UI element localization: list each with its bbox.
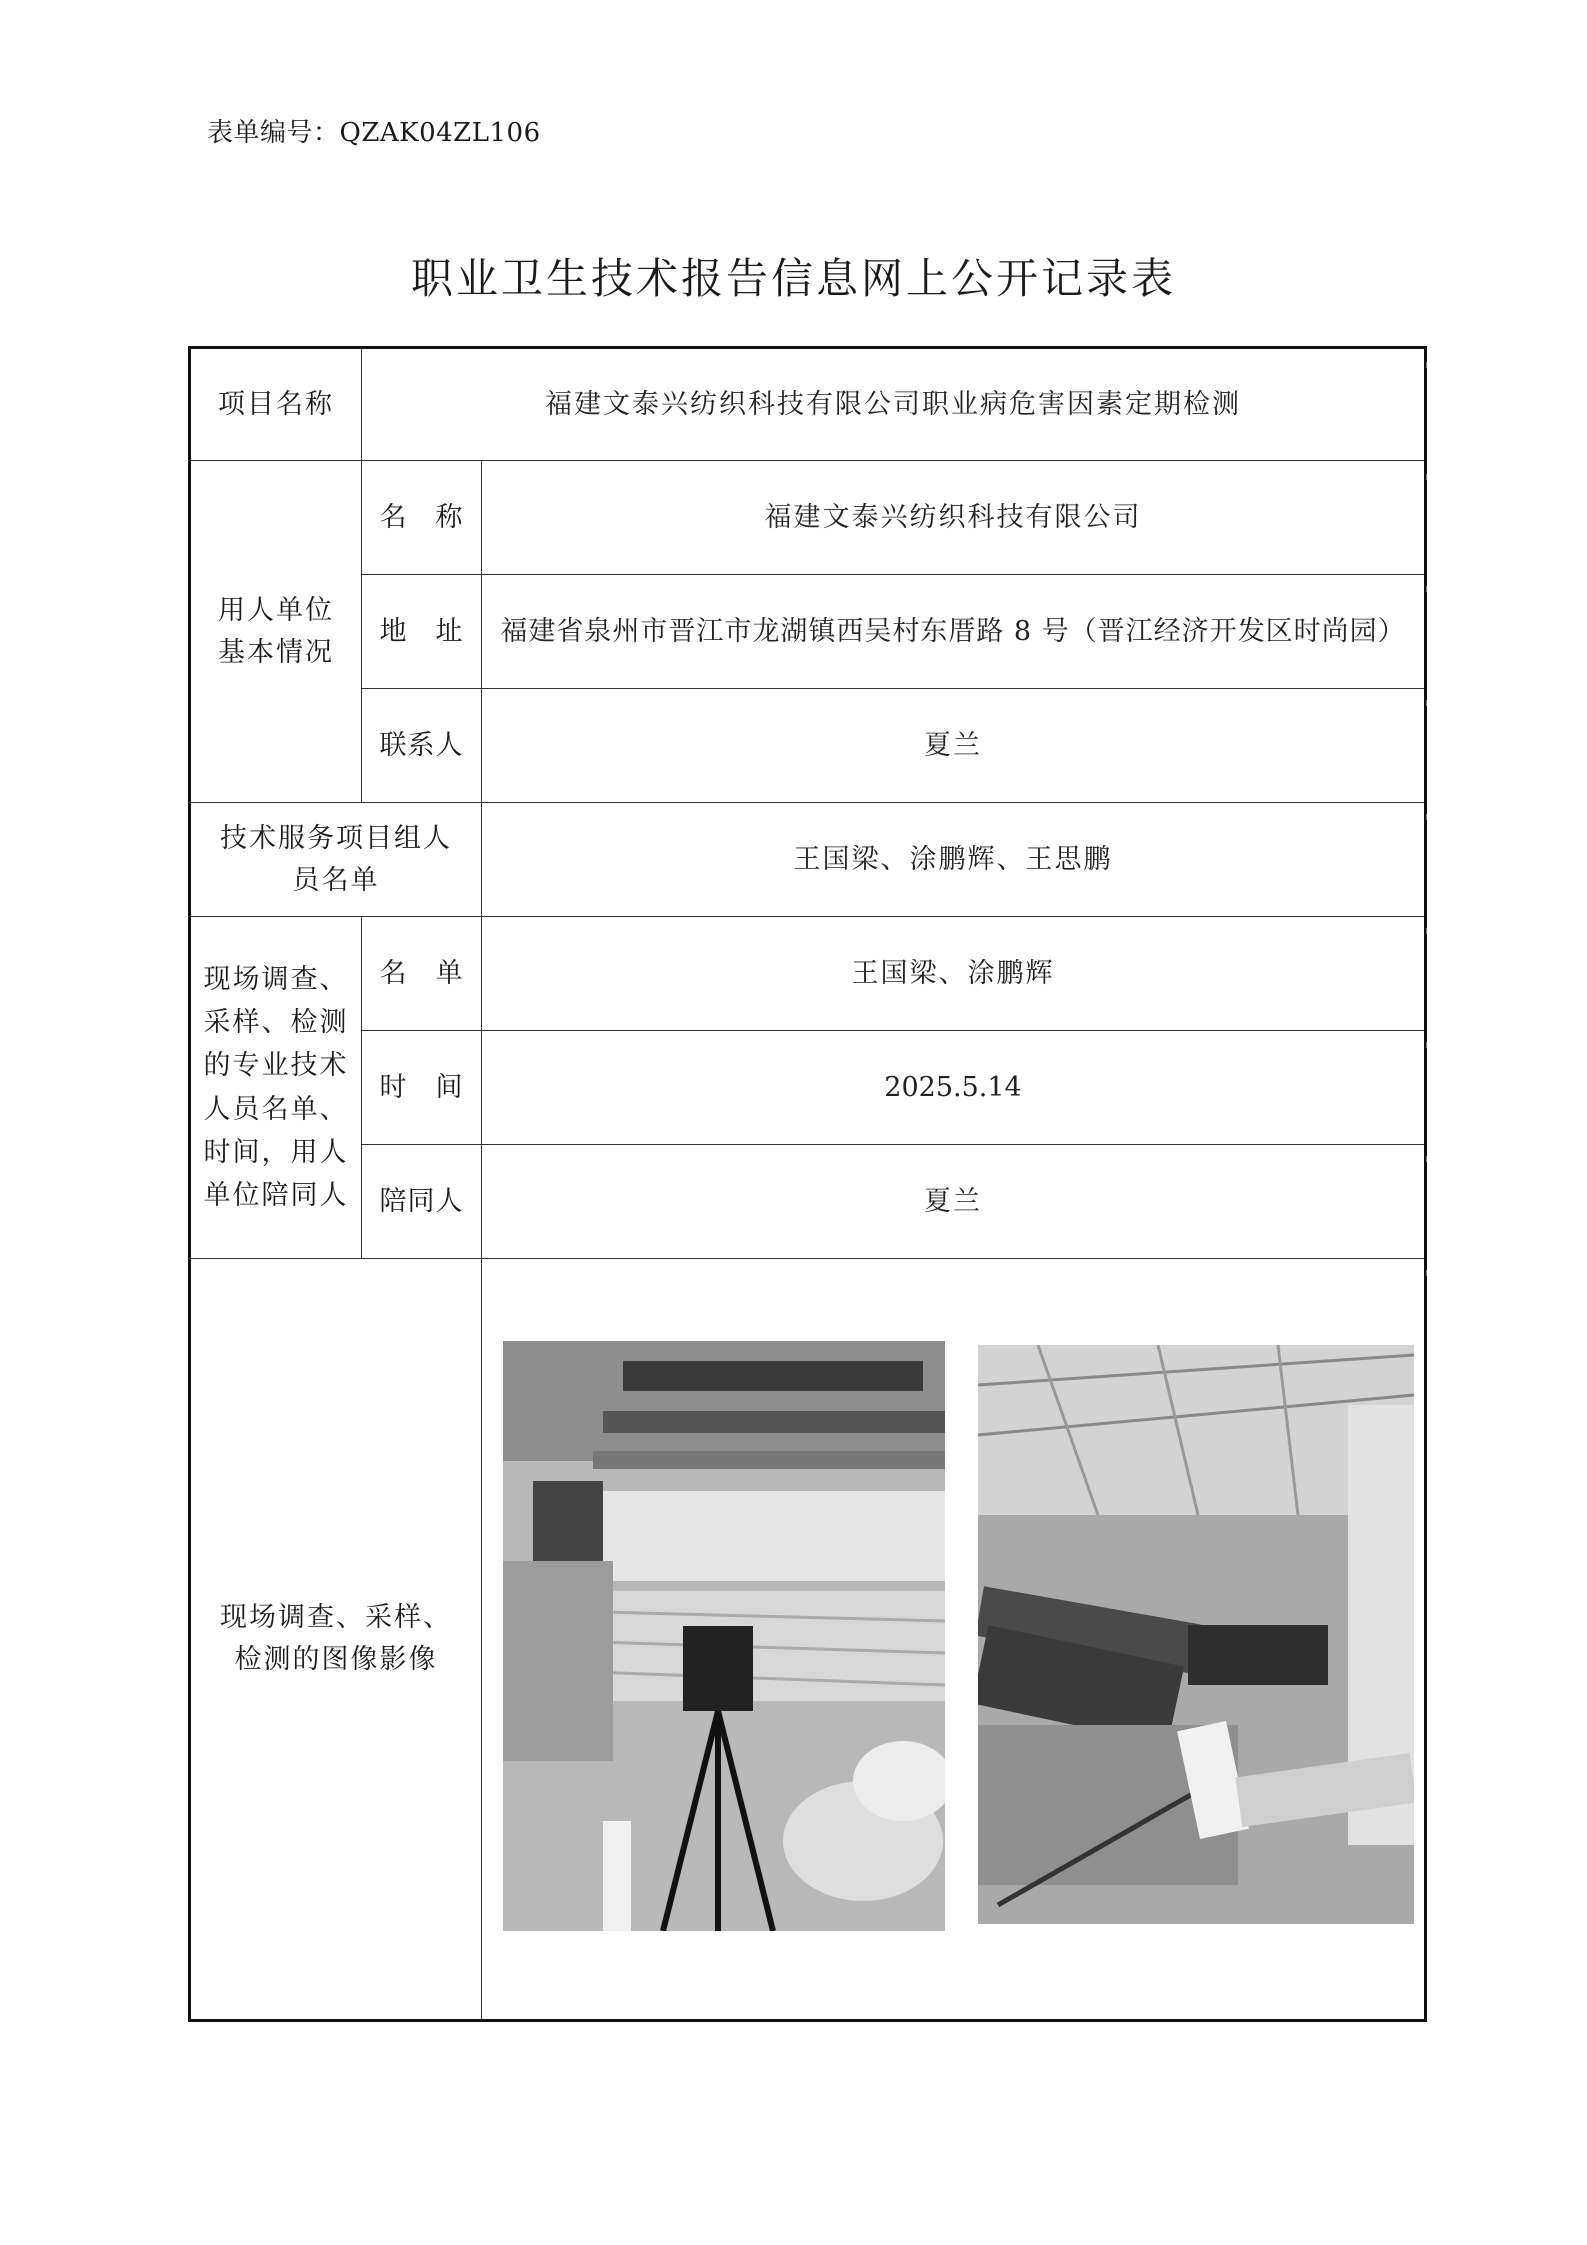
contact-value: 夏兰 xyxy=(482,689,1426,803)
row-project-name xyxy=(190,348,1426,461)
row-escort xyxy=(190,1145,1426,1259)
record-table xyxy=(188,346,1427,2022)
survey-names-label: 名 单 xyxy=(362,917,482,1031)
survey-time-value: 2025.5.14 xyxy=(482,1031,1426,1145)
row-survey-names xyxy=(190,917,1426,1031)
employer-info-label: 用人单位基本情况 xyxy=(190,461,362,803)
survey-names-value: 王国梁、涂鹏辉 xyxy=(482,917,1426,1031)
images-cell xyxy=(482,1259,1426,2021)
row-images xyxy=(190,1259,1426,2021)
project-name-label: 项目名称 xyxy=(190,348,362,461)
row-team xyxy=(190,803,1426,917)
row-survey-time xyxy=(190,1031,1426,1145)
row-contact xyxy=(190,689,1426,803)
employer-name-value: 福建文泰兴纺织科技有限公司 xyxy=(482,461,1426,575)
row-employer-address xyxy=(190,575,1426,689)
project-name-value: 福建文泰兴纺织科技有限公司职业病危害因素定期检测 xyxy=(362,348,1426,461)
factory-machine-sound-meter-photo xyxy=(503,1341,945,1931)
survey-time-label: 时 间 xyxy=(362,1031,482,1145)
row-employer-name xyxy=(190,461,1426,575)
factory-fabric-line-handheld-meter-photo xyxy=(978,1345,1414,1924)
escort-value: 夏兰 xyxy=(482,1145,1426,1259)
document-title: 职业卫生技术报告信息网上公开记录表 xyxy=(410,254,1176,303)
survey-info-label: 现场调查、采样、检测的专业技术人员名单、时间，用人单位陪同人 xyxy=(190,917,362,1259)
form-number: 表单编号：QZAK04ZL106 xyxy=(207,118,541,148)
photo-area xyxy=(488,1259,1418,2019)
employer-address-value: 福建省泉州市晋江市龙湖镇西吴村东厝路 8 号（晋江经济开发区时尚园） xyxy=(482,575,1426,689)
team-label: 技术服务项目组人员名单 xyxy=(190,803,482,917)
employer-name-label: 名 称 xyxy=(362,461,482,575)
team-value: 王国梁、涂鹏辉、王思鹏 xyxy=(482,803,1426,917)
employer-address-label: 地 址 xyxy=(362,575,482,689)
escort-label: 陪同人 xyxy=(362,1145,482,1259)
images-label: 现场调查、采样、检测的图像影像 xyxy=(190,1259,482,2021)
contact-label: 联系人 xyxy=(362,689,482,803)
